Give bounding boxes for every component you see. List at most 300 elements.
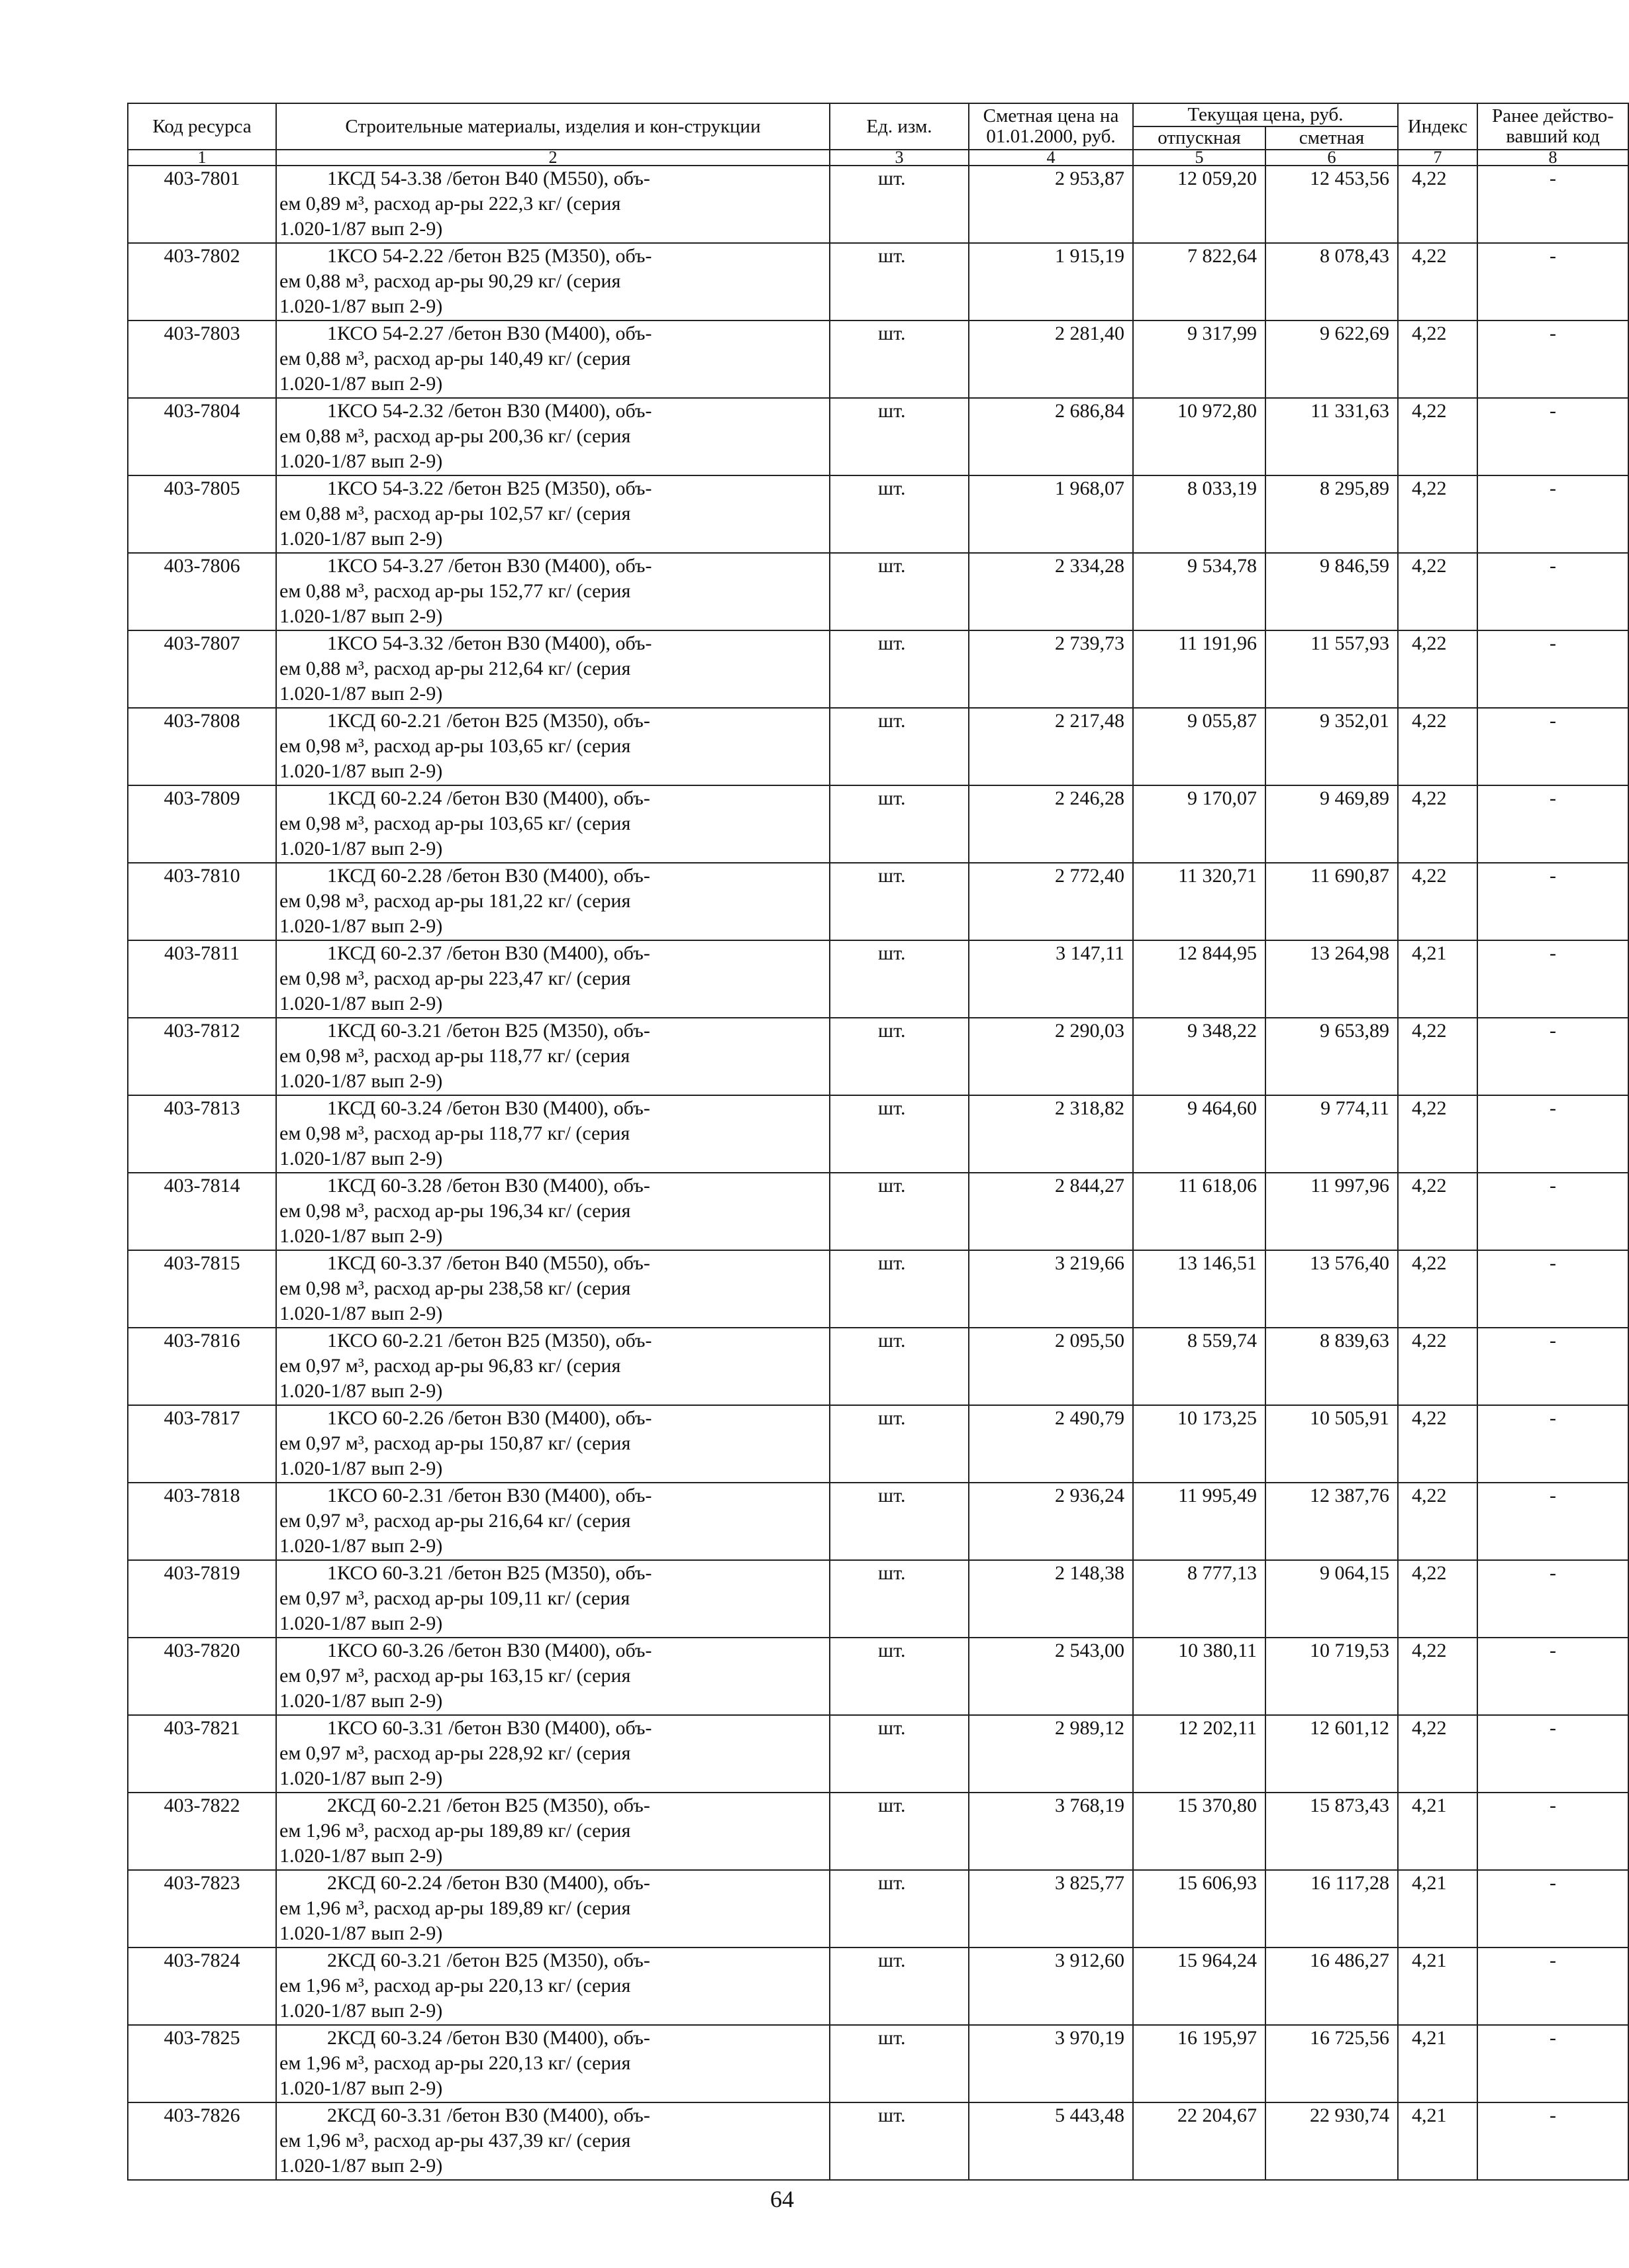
description-line-3: 1.020-1/87 вып 2-9) [279, 915, 443, 937]
material-description [276, 708, 830, 785]
release-price: 8 777,13 [1133, 1560, 1265, 1638]
price-index: 4,21 [1398, 1870, 1477, 1948]
unit: шт. [830, 1095, 969, 1173]
price-index: 4,22 [1398, 1715, 1477, 1793]
material-description [276, 1095, 830, 1173]
unit: шт. [830, 1018, 969, 1095]
previous-code: - [1477, 1948, 1628, 2025]
description-line-3: 1.020-1/87 вып 2-9) [279, 528, 443, 550]
material-description [276, 243, 830, 320]
description-line-3: 1.020-1/87 вып 2-9) [279, 1535, 443, 1557]
estimate-price: 11 997,96 [1265, 1173, 1398, 1250]
material-description [276, 166, 830, 243]
description-line-1: 1КСО 60-2.31 /бетон В30 (М400), объ- [327, 1485, 652, 1506]
price-index: 4,22 [1398, 553, 1477, 630]
release-price: 9 534,78 [1133, 553, 1265, 630]
table-row [128, 1018, 1628, 1095]
unit: шт. [830, 1250, 969, 1328]
description-line-3: 1.020-1/87 вып 2-9) [279, 605, 443, 627]
description-line-1: 1КСО 54-2.27 /бетон В30 (М400), объ- [327, 322, 652, 344]
unit: шт. [830, 243, 969, 320]
base-price: 2 095,50 [969, 1328, 1133, 1405]
description-line-1: 1КСО 54-2.32 /бетон В30 (М400), объ- [327, 400, 652, 422]
table-row [128, 1405, 1628, 1483]
price-table-container [127, 103, 1614, 2181]
previous-code: - [1477, 1405, 1628, 1483]
estimate-price: 9 469,89 [1265, 785, 1398, 863]
description-line-1: 1КСД 60-3.37 /бетон В40 (М550), объ- [327, 1252, 650, 1274]
release-price: 16 195,97 [1133, 2025, 1265, 2102]
table-row [128, 630, 1628, 708]
price-index: 4,22 [1398, 320, 1477, 398]
resource-code: 403-7808 [128, 708, 276, 785]
resource-code: 403-7811 [128, 940, 276, 1018]
unit: шт. [830, 166, 969, 243]
material-description [276, 2102, 830, 2180]
estimate-price: 12 387,76 [1265, 1483, 1398, 1560]
price-index: 4,21 [1398, 940, 1477, 1018]
column-number: 8 [1477, 150, 1628, 166]
description-line-2: ем 0,98 м³, расход ар-ры 181,22 кг/ (серия [279, 890, 631, 912]
base-price: 2 217,48 [969, 708, 1133, 785]
description-line-3: 1.020-1/87 вып 2-9) [279, 1457, 443, 1479]
description-line-3: 1.020-1/87 вып 2-9) [279, 838, 443, 860]
description-line-3: 1.020-1/87 вып 2-9) [279, 218, 443, 240]
unit: шт. [830, 475, 969, 553]
header-release-price: отпускная [1133, 126, 1265, 150]
description-line-1: 2КСД 60-2.24 /бетон В30 (М400), объ- [327, 1872, 650, 1894]
previous-code: - [1477, 863, 1628, 940]
base-price: 2 334,28 [969, 553, 1133, 630]
previous-code: - [1477, 940, 1628, 1018]
base-price: 2 686,84 [969, 398, 1133, 475]
table-row [128, 1715, 1628, 1793]
previous-code: - [1477, 785, 1628, 863]
description-line-2: ем 0,97 м³, расход ар-ры 163,15 кг/ (серия [279, 1665, 631, 1687]
base-price: 2 772,40 [969, 863, 1133, 940]
base-price: 1 915,19 [969, 243, 1133, 320]
resource-code: 403-7805 [128, 475, 276, 553]
header-row [128, 103, 1628, 126]
unit: шт. [830, 553, 969, 630]
release-price: 10 173,25 [1133, 1405, 1265, 1483]
estimate-price: 12 453,56 [1265, 166, 1398, 243]
resource-code: 403-7818 [128, 1483, 276, 1560]
estimate-price: 8 295,89 [1265, 475, 1398, 553]
description-line-1: 2КСД 60-2.21 /бетон В25 (М350), объ- [327, 1795, 650, 1816]
price-index: 4,22 [1398, 1250, 1477, 1328]
release-price: 9 170,07 [1133, 785, 1265, 863]
description-line-1: 1КСД 60-3.28 /бетон В30 (М400), объ- [327, 1175, 650, 1197]
column-number: 1 [128, 150, 276, 166]
table-body [128, 166, 1628, 2180]
price-index: 4,21 [1398, 1948, 1477, 2025]
estimate-price: 9 774,11 [1265, 1095, 1398, 1173]
material-description [276, 320, 830, 398]
estimate-price: 13 264,98 [1265, 940, 1398, 1018]
unit: шт. [830, 1173, 969, 1250]
description-line-2: ем 0,98 м³, расход ар-ры 238,58 кг/ (серия [279, 1277, 631, 1299]
price-table [127, 103, 1629, 2181]
description-line-1: 1КСД 54-3.38 /бетон В40 (М550), объ- [327, 168, 650, 189]
base-price: 3 825,77 [969, 1870, 1133, 1948]
resource-code: 403-7819 [128, 1560, 276, 1638]
description-line-1: 1КСО 54-2.22 /бетон В25 (М350), объ- [327, 245, 652, 267]
column-number: 6 [1265, 150, 1398, 166]
table-row [128, 1173, 1628, 1250]
description-line-1: 1КСО 54-3.27 /бетон В30 (М400), объ- [327, 555, 652, 577]
estimate-price: 10 505,91 [1265, 1405, 1398, 1483]
description-line-3: 1.020-1/87 вып 2-9) [279, 1070, 443, 1092]
release-price: 9 464,60 [1133, 1095, 1265, 1173]
column-number: 7 [1398, 150, 1477, 166]
resource-code: 403-7814 [128, 1173, 276, 1250]
previous-code: - [1477, 1483, 1628, 1560]
description-line-2: ем 1,96 м³, расход ар-ры 437,39 кг/ (серия [279, 2130, 631, 2151]
resource-code: 403-7815 [128, 1250, 276, 1328]
material-description [276, 1870, 830, 1948]
resource-code: 403-7813 [128, 1095, 276, 1173]
estimate-price: 15 873,43 [1265, 1793, 1398, 1870]
column-number: 2 [276, 150, 830, 166]
table-row [128, 1095, 1628, 1173]
price-index: 4,22 [1398, 1173, 1477, 1250]
description-line-1: 1КСО 54-3.22 /бетон В25 (М350), объ- [327, 477, 652, 499]
table-row [128, 1948, 1628, 2025]
previous-code: - [1477, 1328, 1628, 1405]
previous-code: - [1477, 1173, 1628, 1250]
previous-code: - [1477, 1870, 1628, 1948]
resource-code: 403-7810 [128, 863, 276, 940]
estimate-price: 9 352,01 [1265, 708, 1398, 785]
description-line-2: ем 1,96 м³, расход ар-ры 189,89 кг/ (серия [279, 1820, 631, 1842]
price-index: 4,22 [1398, 1638, 1477, 1715]
material-description [276, 1173, 830, 1250]
material-description [276, 2025, 830, 2102]
release-price: 11 618,06 [1133, 1173, 1265, 1250]
unit: шт. [830, 1870, 969, 1948]
column-number-row [128, 150, 1628, 166]
description-line-2: ем 1,96 м³, расход ар-ры 220,13 кг/ (серия [279, 1975, 631, 1997]
estimate-price: 8 078,43 [1265, 243, 1398, 320]
resource-code: 403-7801 [128, 166, 276, 243]
base-price: 3 912,60 [969, 1948, 1133, 2025]
description-line-2: ем 0,98 м³, расход ар-ры 103,65 кг/ (серия [279, 813, 631, 834]
release-price: 11 320,71 [1133, 863, 1265, 940]
table-row [128, 1483, 1628, 1560]
unit: шт. [830, 398, 969, 475]
table-row [128, 553, 1628, 630]
material-description [276, 553, 830, 630]
price-index: 4,22 [1398, 1483, 1477, 1560]
description-line-2: ем 0,88 м³, расход ар-ры 152,77 кг/ (серия [279, 580, 631, 602]
unit: шт. [830, 1793, 969, 1870]
material-description [276, 1948, 830, 2025]
description-line-1: 1КСО 60-3.21 /бетон В25 (М350), объ- [327, 1562, 652, 1584]
price-index: 4,21 [1398, 1793, 1477, 1870]
estimate-price: 8 839,63 [1265, 1328, 1398, 1405]
base-price: 3 219,66 [969, 1250, 1133, 1328]
resource-code: 403-7809 [128, 785, 276, 863]
release-price: 15 370,80 [1133, 1793, 1265, 1870]
price-index: 4,22 [1398, 785, 1477, 863]
table-row [128, 1870, 1628, 1948]
material-description [276, 1560, 830, 1638]
release-price: 11 995,49 [1133, 1483, 1265, 1560]
resource-code: 403-7825 [128, 2025, 276, 2102]
price-index: 4,22 [1398, 166, 1477, 243]
table-row [128, 320, 1628, 398]
previous-code: - [1477, 630, 1628, 708]
resource-code: 403-7823 [128, 1870, 276, 1948]
material-description [276, 1250, 830, 1328]
header-current-price: Текущая цена, руб. [1133, 103, 1398, 126]
description-line-2: ем 0,88 м³, расход ар-ры 140,49 кг/ (серия [279, 348, 631, 370]
price-index: 4,22 [1398, 863, 1477, 940]
description-line-3: 1.020-1/87 вып 2-9) [279, 1690, 443, 1712]
release-price: 12 059,20 [1133, 166, 1265, 243]
estimate-price: 12 601,12 [1265, 1715, 1398, 1793]
description-line-1: 1КСО 54-3.32 /бетон В30 (М400), объ- [327, 632, 652, 654]
table-row [128, 475, 1628, 553]
material-description [276, 1715, 830, 1793]
description-line-3: 1.020-1/87 вып 2-9) [279, 760, 443, 782]
table-row [128, 243, 1628, 320]
release-price: 10 380,11 [1133, 1638, 1265, 1715]
unit: шт. [830, 2025, 969, 2102]
previous-code: - [1477, 1560, 1628, 1638]
unit: шт. [830, 630, 969, 708]
table-row [128, 1560, 1628, 1638]
description-line-2: ем 0,98 м³, расход ар-ры 118,77 кг/ (серия [279, 1045, 630, 1067]
resource-code: 403-7821 [128, 1715, 276, 1793]
previous-code: - [1477, 708, 1628, 785]
base-price: 2 543,00 [969, 1638, 1133, 1715]
material-description [276, 1018, 830, 1095]
header-base-price: Сметная цена на 01.01.2000, руб. [969, 103, 1133, 150]
base-price: 2 989,12 [969, 1715, 1133, 1793]
release-price: 8 559,74 [1133, 1328, 1265, 1405]
previous-code: - [1477, 1250, 1628, 1328]
resource-code: 403-7806 [128, 553, 276, 630]
estimate-price: 9 064,15 [1265, 1560, 1398, 1638]
material-description [276, 1638, 830, 1715]
previous-code: - [1477, 553, 1628, 630]
price-index: 4,22 [1398, 243, 1477, 320]
material-description [276, 785, 830, 863]
estimate-price: 11 690,87 [1265, 863, 1398, 940]
description-line-2: ем 0,98 м³, расход ар-ры 196,34 кг/ (серия [279, 1200, 631, 1222]
table-row [128, 166, 1628, 243]
base-price: 2 844,27 [969, 1173, 1133, 1250]
release-price: 15 964,24 [1133, 1948, 1265, 2025]
header-unit: Ед. изм. [830, 103, 969, 150]
description-line-1: 1КСО 60-2.21 /бетон В25 (М350), объ- [327, 1330, 652, 1352]
table-row [128, 1793, 1628, 1870]
base-price: 3 970,19 [969, 2025, 1133, 2102]
description-line-1: 1КСД 60-2.24 /бетон В30 (М400), объ- [327, 787, 650, 809]
description-line-3: 1.020-1/87 вып 2-9) [279, 1845, 443, 1867]
description-line-2: ем 0,88 м³, расход ар-ры 200,36 кг/ (серия [279, 425, 631, 447]
release-price: 12 844,95 [1133, 940, 1265, 1018]
price-index: 4,22 [1398, 1560, 1477, 1638]
table-row [128, 398, 1628, 475]
estimate-price: 11 557,93 [1265, 630, 1398, 708]
description-line-1: 1КСО 60-3.31 /бетон В30 (М400), объ- [327, 1717, 652, 1739]
estimate-price: 13 576,40 [1265, 1250, 1398, 1328]
price-index: 4,21 [1398, 2102, 1477, 2180]
material-description [276, 940, 830, 1018]
estimate-price: 10 719,53 [1265, 1638, 1398, 1715]
estimate-price: 16 725,56 [1265, 2025, 1398, 2102]
release-price: 7 822,64 [1133, 243, 1265, 320]
base-price: 3 147,11 [969, 940, 1133, 1018]
description-line-3: 1.020-1/87 вып 2-9) [279, 993, 443, 1014]
previous-code: - [1477, 2025, 1628, 2102]
base-price: 2 148,38 [969, 1560, 1133, 1638]
release-price: 8 033,19 [1133, 475, 1265, 553]
unit: шт. [830, 863, 969, 940]
description-line-1: 2КСД 60-3.31 /бетон В30 (М400), объ- [327, 2104, 650, 2126]
material-description [276, 863, 830, 940]
previous-code: - [1477, 1018, 1628, 1095]
resource-code: 403-7807 [128, 630, 276, 708]
price-index: 4,22 [1398, 475, 1477, 553]
description-line-3: 1.020-1/87 вып 2-9) [279, 450, 443, 472]
unit: шт. [830, 785, 969, 863]
table-row [128, 940, 1628, 1018]
material-description [276, 398, 830, 475]
price-index: 4,22 [1398, 708, 1477, 785]
column-number: 4 [969, 150, 1133, 166]
material-description [276, 1483, 830, 1560]
description-line-1: 1КСД 60-2.37 /бетон В30 (М400), объ- [327, 942, 650, 964]
table-row [128, 785, 1628, 863]
previous-code: - [1477, 243, 1628, 320]
base-price: 2 936,24 [969, 1483, 1133, 1560]
material-description [276, 1793, 830, 1870]
resource-code: 403-7812 [128, 1018, 276, 1095]
base-price: 2 953,87 [969, 166, 1133, 243]
column-number: 5 [1133, 150, 1265, 166]
unit: шт. [830, 1638, 969, 1715]
base-price: 2 290,03 [969, 1018, 1133, 1095]
description-line-1: 1КСД 60-3.21 /бетон В25 (М350), объ- [327, 1020, 650, 1042]
material-description [276, 630, 830, 708]
release-price: 10 972,80 [1133, 398, 1265, 475]
release-price: 9 055,87 [1133, 708, 1265, 785]
base-price: 2 490,79 [969, 1405, 1133, 1483]
resource-code: 403-7824 [128, 1948, 276, 2025]
price-index: 4,21 [1398, 2025, 1477, 2102]
table-row [128, 1250, 1628, 1328]
unit: шт. [830, 320, 969, 398]
unit: шт. [830, 1328, 969, 1405]
unit: шт. [830, 940, 969, 1018]
previous-code: - [1477, 2102, 1628, 2180]
description-line-2: ем 0,88 м³, расход ар-ры 102,57 кг/ (серия [279, 503, 631, 524]
header-estimate-price: сметная [1265, 126, 1398, 150]
description-line-2: ем 0,97 м³, расход ар-ры 109,11 кг/ (серия [279, 1587, 630, 1609]
table-row [128, 1328, 1628, 1405]
description-line-3: 1.020-1/87 вып 2-9) [279, 1225, 443, 1247]
previous-code: - [1477, 320, 1628, 398]
price-index: 4,22 [1398, 1405, 1477, 1483]
description-line-1: 1КСД 60-2.21 /бетон В25 (М350), объ- [327, 710, 650, 732]
release-price: 22 204,67 [1133, 2102, 1265, 2180]
previous-code: - [1477, 1715, 1628, 1793]
description-line-2: ем 0,97 м³, расход ар-ры 228,92 кг/ (серия [279, 1742, 631, 1764]
previous-code: - [1477, 1095, 1628, 1173]
description-line-3: 1.020-1/87 вып 2-9) [279, 2077, 443, 2099]
description-line-2: ем 0,97 м³, расход ар-ры 96,83 кг/ (серия [279, 1355, 621, 1377]
description-line-2: ем 1,96 м³, расход ар-ры 189,89 кг/ (серия [279, 1897, 631, 1919]
resource-code: 403-7826 [128, 2102, 276, 2180]
description-line-3: 1.020-1/87 вып 2-9) [279, 1612, 443, 1634]
description-line-1: 1КСД 60-2.28 /бетон В30 (М400), объ- [327, 865, 650, 887]
description-line-2: ем 0,98 м³, расход ар-ры 223,47 кг/ (серия [279, 967, 631, 989]
previous-code: - [1477, 1793, 1628, 1870]
unit: шт. [830, 1483, 969, 1560]
unit: шт. [830, 2102, 969, 2180]
description-line-2: ем 0,97 м³, расход ар-ры 216,64 кг/ (серия [279, 1510, 631, 1532]
description-line-3: 1.020-1/87 вып 2-9) [279, 1922, 443, 1944]
description-line-1: 1КСД 60-3.24 /бетон В30 (М400), объ- [327, 1097, 650, 1119]
header-materials: Строительные материалы, изделия и кон-струкции [276, 103, 830, 150]
description-line-2: ем 0,88 м³, расход ар-ры 212,64 кг/ (серия [279, 658, 631, 679]
material-description [276, 1405, 830, 1483]
price-index: 4,22 [1398, 1328, 1477, 1405]
release-price: 9 348,22 [1133, 1018, 1265, 1095]
estimate-price: 22 930,74 [1265, 2102, 1398, 2180]
unit: шт. [830, 1715, 969, 1793]
base-price: 2 246,28 [969, 785, 1133, 863]
unit: шт. [830, 708, 969, 785]
resource-code: 403-7802 [128, 243, 276, 320]
unit: шт. [830, 1405, 969, 1483]
resource-code: 403-7820 [128, 1638, 276, 1715]
base-price: 2 281,40 [969, 320, 1133, 398]
description-line-3: 1.020-1/87 вып 2-9) [279, 1767, 443, 1789]
description-line-3: 1.020-1/87 вып 2-9) [279, 295, 443, 317]
price-index: 4,22 [1398, 398, 1477, 475]
header-index: Индекс [1398, 103, 1477, 150]
description-line-2: ем 0,97 м³, расход ар-ры 150,87 кг/ (серия [279, 1432, 631, 1454]
release-price: 15 606,93 [1133, 1870, 1265, 1948]
description-line-1: 1КСО 60-2.26 /бетон В30 (М400), объ- [327, 1407, 652, 1429]
resource-code: 403-7804 [128, 398, 276, 475]
description-line-3: 1.020-1/87 вып 2-9) [279, 373, 443, 395]
estimate-price: 11 331,63 [1265, 398, 1398, 475]
description-line-2: ем 0,98 м³, расход ар-ры 118,77 кг/ (серия [279, 1122, 630, 1144]
description-line-2: ем 0,89 м³, расход ар-ры 222,3 кг/ (серия [279, 193, 621, 215]
description-line-3: 1.020-1/87 вып 2-9) [279, 1148, 443, 1169]
estimate-price: 9 622,69 [1265, 320, 1398, 398]
previous-code: - [1477, 166, 1628, 243]
description-line-3: 1.020-1/87 вып 2-9) [279, 1380, 443, 1402]
table-row [128, 2102, 1628, 2180]
base-price: 5 443,48 [969, 2102, 1133, 2180]
price-index: 4,22 [1398, 1018, 1477, 1095]
description-line-3: 1.020-1/87 вып 2-9) [279, 2155, 443, 2177]
resource-code: 403-7816 [128, 1328, 276, 1405]
estimate-price: 16 117,28 [1265, 1870, 1398, 1948]
estimate-price: 16 486,27 [1265, 1948, 1398, 2025]
material-description [276, 1328, 830, 1405]
price-index: 4,22 [1398, 630, 1477, 708]
description-line-1: 1КСО 60-3.26 /бетон В30 (М400), объ- [327, 1640, 652, 1661]
base-price: 2 318,82 [969, 1095, 1133, 1173]
